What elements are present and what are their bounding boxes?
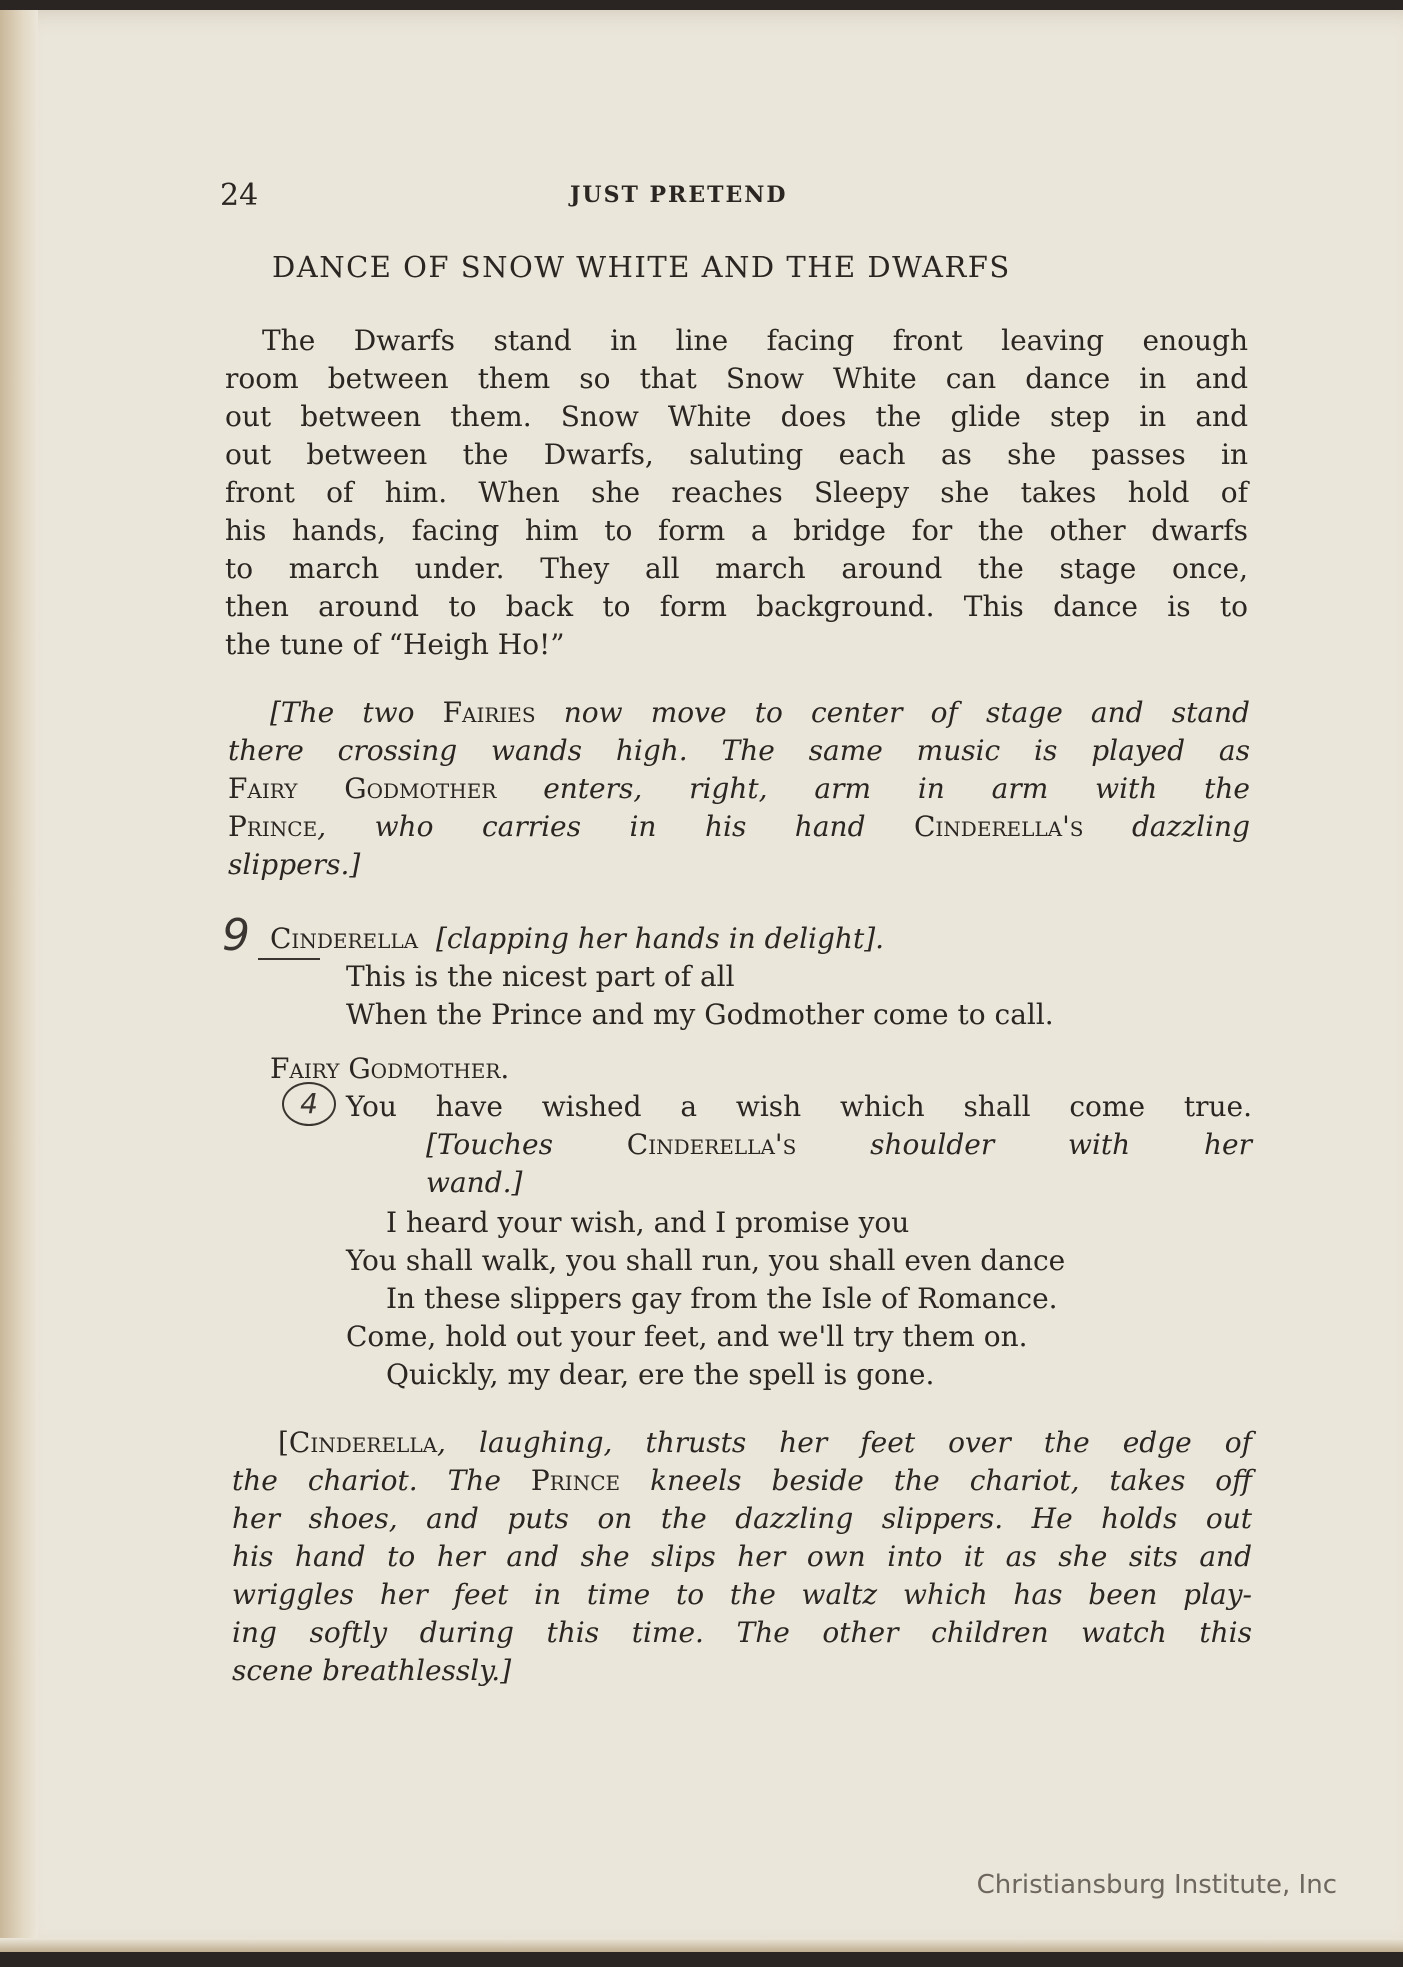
stage-direction: [clapping her hands in delight]. xyxy=(435,922,885,955)
stage-direction-line: wriggles her feet in time to the waltz which has been play- xyxy=(232,1578,1252,1611)
stage-direction-line: the chariot. The Prince kneels beside the chariot, takes off xyxy=(232,1464,1253,1497)
page-gutter-edge xyxy=(0,10,38,1952)
pencil-annotation: 9 xyxy=(222,910,250,961)
section-title: DANCE OF SNOW WHITE AND THE DWARFS xyxy=(272,250,1011,284)
speaker-name: Cinderella xyxy=(270,922,419,955)
speaker-name: Fairy Godmother. xyxy=(270,1052,510,1085)
pencil-underline xyxy=(258,958,320,960)
para1-line: then around to back to form background. This dance is to xyxy=(225,590,1248,623)
stage-direction-line: there crossing wands high. The same music is played as xyxy=(228,734,1250,767)
para1-line: The Dwarfs stand in line facing front leaving enough xyxy=(262,324,1248,357)
verse-line: This is the nicest part of all xyxy=(346,960,735,993)
verse-line: You have wished a wish which shall come true. xyxy=(346,1090,1252,1123)
watermark: Christiansburg Institute, Inc xyxy=(976,1870,1337,1900)
para1-line: his hands, facing him to form a bridge for the other dwarfs xyxy=(225,514,1248,547)
verse-line: Quickly, my dear, ere the spell is gone. xyxy=(386,1358,935,1391)
stage-direction-line: Fairy Godmother enters, right, arm in arm with the xyxy=(228,772,1250,805)
para1-line: front of him. When she reaches Sleepy she takes hold of xyxy=(225,476,1248,509)
para1-line: the tune of “Heigh Ho!” xyxy=(225,628,565,661)
stage-direction-line: her shoes, and puts on the dazzling slippers. He holds out xyxy=(232,1502,1252,1535)
stage-direction-line: slippers.] xyxy=(228,848,361,881)
para1-line: to march under. They all march around the stage once, xyxy=(225,552,1248,585)
para1-line: out between the Dwarfs, saluting each as she passes in xyxy=(225,438,1248,471)
stage-direction-line: his hand to her and she slips her own into it as she sits and xyxy=(232,1540,1252,1573)
stage-direction-line: Prince, who carries in his hand Cinderella's dazzling xyxy=(228,810,1250,843)
page-number: 24 xyxy=(220,178,259,213)
stage-direction: [Touches Cinderella's shoulder with her xyxy=(426,1128,1252,1161)
page-bottom-edge xyxy=(0,1938,1403,1952)
verse-line: When the Prince and my Godmother come to call. xyxy=(346,998,1054,1031)
book-page xyxy=(0,10,1403,1952)
verse-line: In these slippers gay from the Isle of Romance. xyxy=(386,1282,1058,1315)
verse-line: You shall walk, you shall run, you shall even dance xyxy=(346,1244,1066,1277)
running-title: JUST PRETEND xyxy=(570,182,788,208)
verse-line: Come, hold out your feet, and we'll try them on. xyxy=(346,1320,1028,1353)
stage-direction-line: [The two Fairies now move to center of stage and stand xyxy=(270,696,1250,729)
para1-line: room between them so that Snow White can dance in and xyxy=(225,362,1248,395)
pencil-annotation: 4 xyxy=(282,1082,336,1126)
stage-direction: wand.] xyxy=(426,1166,523,1199)
stage-direction-line: [Cinderella, laughing, thrusts her feet over the edge of xyxy=(278,1426,1252,1459)
stage-direction-line: scene breathlessly.] xyxy=(232,1654,512,1687)
speaker-line xyxy=(270,920,884,958)
para1-line: out between them. Snow White does the glide step in and xyxy=(225,400,1248,433)
verse-line: I heard your wish, and I promise you xyxy=(386,1206,910,1239)
stage-direction-line: ing softly during this time. The other children watch this xyxy=(232,1616,1252,1649)
